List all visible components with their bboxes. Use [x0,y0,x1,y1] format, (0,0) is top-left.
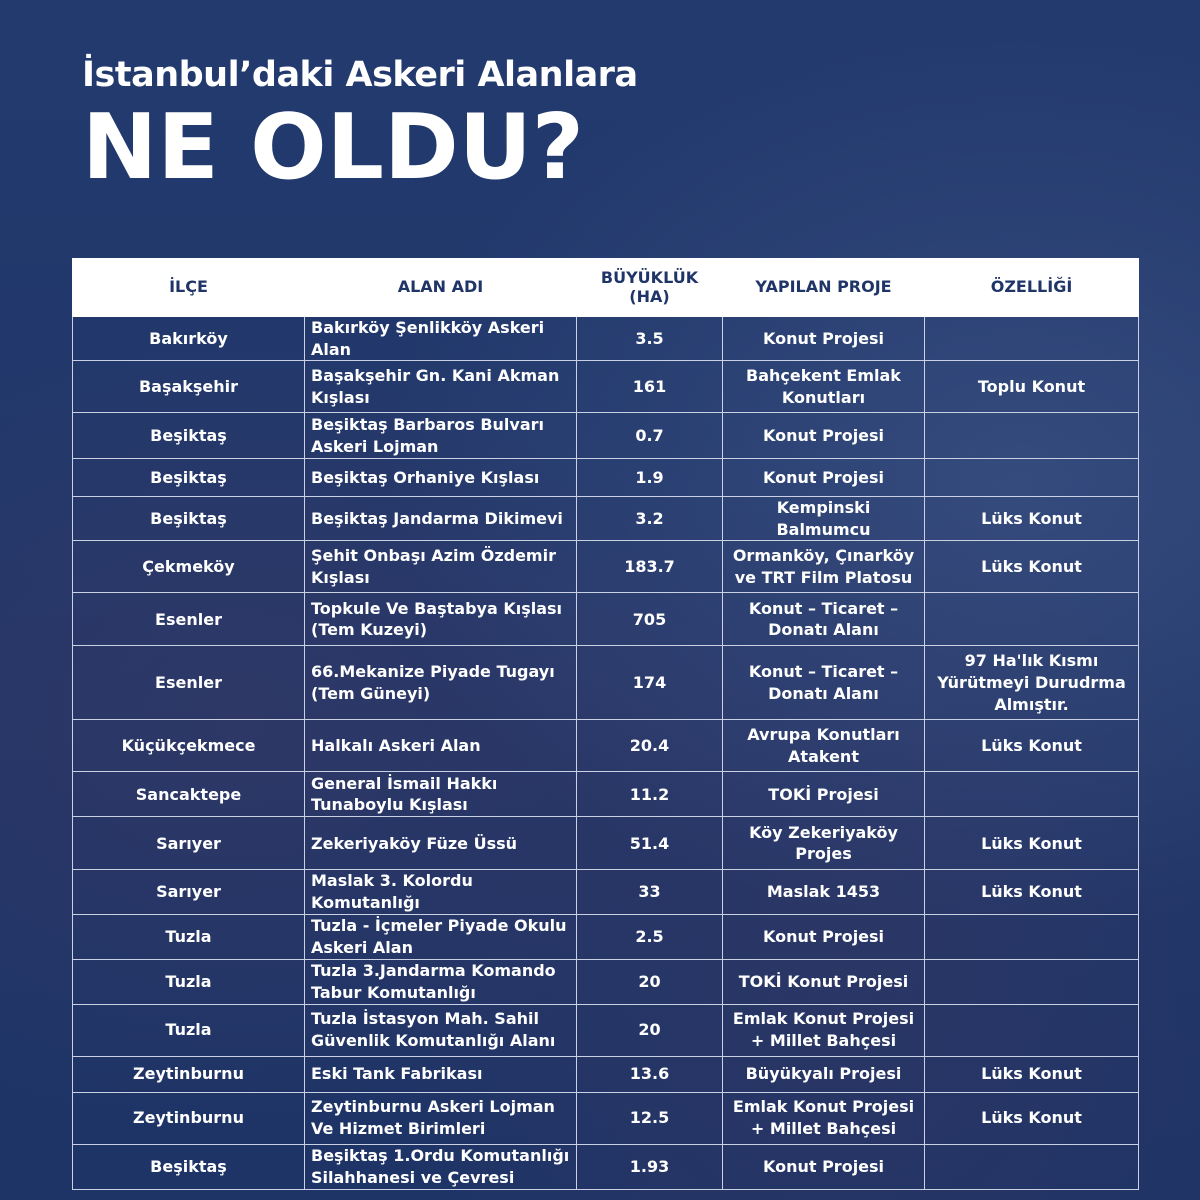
cell-ilce: Sancaktepe [73,772,305,817]
cell-yapilan-proje: Konut Projesi [723,459,925,497]
cell-yapilan-proje: Konut Projesi [723,1144,925,1189]
cell-alan-adi: Tuzla 3.Jandarma Komando Tabur Komutanlığı [305,959,577,1004]
column-header-buyukluk: BÜYÜKLÜK (HA) [577,259,723,317]
cell-ilce: Sarıyer [73,870,305,914]
cell-alan-adi: Şehit Onbaşı Azim Özdemir Kışlası [305,541,577,593]
cell-ozelligi [925,1144,1139,1189]
military-areas-table [72,258,1138,1190]
table-row [73,541,1139,593]
page-title: NE OLDU? [82,95,584,200]
cell-ozelligi: Lüks Konut [925,497,1139,541]
table-row [73,914,1139,959]
table-row [73,1144,1139,1189]
cell-alan-adi: Maslak 3. Kolordu Komutanlığı [305,870,577,914]
cell-alan-adi: Eski Tank Fabrikası [305,1056,577,1092]
cell-ozelligi: Lüks Konut [925,1056,1139,1092]
cell-buyukluk: 183.7 [577,541,723,593]
cell-ilce: Tuzla [73,959,305,1004]
cell-ilce: Tuzla [73,1004,305,1056]
cell-buyukluk: 33 [577,870,723,914]
table-row [73,1092,1139,1144]
cell-ilce: Tuzla [73,914,305,959]
table-header [73,259,1139,317]
cell-alan-adi: Tuzla - İçmeler Piyade Okulu Askeri Alan [305,914,577,959]
cell-ozelligi [925,317,1139,361]
cell-buyukluk: 1.93 [577,1144,723,1189]
cell-alan-adi: 66.Mekanize Piyade Tugayı (Tem Güneyi) [305,646,577,720]
cell-alan-adi: General İsmail Hakkı Tunaboylu Kışlası [305,772,577,817]
cell-ozelligi: Lüks Konut [925,870,1139,914]
cell-buyukluk: 174 [577,646,723,720]
cell-yapilan-proje: Maslak 1453 [723,870,925,914]
cell-buyukluk: 20.4 [577,720,723,772]
cell-ozelligi: Lüks Konut [925,817,1139,870]
cell-ilce: Sarıyer [73,817,305,870]
cell-ilce: Başakşehir [73,361,305,413]
cell-yapilan-proje: Kempinski Balmumcu [723,497,925,541]
cell-ilce: Esenler [73,646,305,720]
column-header-yapilan-proje: YAPILAN PROJE [723,259,925,317]
table-row [73,772,1139,817]
cell-buyukluk: 161 [577,361,723,413]
cell-buyukluk: 12.5 [577,1092,723,1144]
cell-yapilan-proje: Konut Projesi [723,317,925,361]
table-row [73,870,1139,914]
cell-ozelligi: 97 Ha'lık Kısmı Yürütmeyi Durudrma Almıştır. [925,646,1139,720]
cell-alan-adi: Beşiktaş Jandarma Dikimevi [305,497,577,541]
cell-alan-adi: Halkalı Askeri Alan [305,720,577,772]
table-row [73,593,1139,646]
cell-ozelligi [925,959,1139,1004]
cell-buyukluk: 20 [577,1004,723,1056]
cell-yapilan-proje: Büyükyalı Projesi [723,1056,925,1092]
cell-alan-adi: Beşiktaş 1.Ordu Komutanlığı Silahhanesi ve Çevresi [305,1144,577,1189]
cell-ilce: Esenler [73,593,305,646]
cell-ilce: Beşiktaş [73,459,305,497]
table-row [73,1004,1139,1056]
cell-ozelligi [925,459,1139,497]
cell-yapilan-proje: Köy Zekeriyaköy Projes [723,817,925,870]
cell-ozelligi [925,1004,1139,1056]
cell-yapilan-proje: Konut – Ticaret – Donatı Alanı [723,646,925,720]
cell-ilce: Çekmeköy [73,541,305,593]
cell-ozelligi: Lüks Konut [925,541,1139,593]
cell-ozelligi [925,413,1139,459]
cell-ozelligi: Lüks Konut [925,1092,1139,1144]
table-row [73,361,1139,413]
title-area [82,55,638,200]
cell-yapilan-proje: Bahçekent Emlak Konutları [723,361,925,413]
cell-yapilan-proje: Konut – Ticaret – Donatı Alanı [723,593,925,646]
table-row [73,1056,1139,1092]
column-header-ilce: İLÇE [73,259,305,317]
cell-ozelligi [925,772,1139,817]
cell-ilce: Bakırköy [73,317,305,361]
cell-buyukluk: 705 [577,593,723,646]
cell-buyukluk: 1.9 [577,459,723,497]
cell-buyukluk: 51.4 [577,817,723,870]
cell-alan-adi: Zekeriyaköy Füze Üssü [305,817,577,870]
cell-yapilan-proje: TOKİ Konut Projesi [723,959,925,1004]
cell-yapilan-proje: Avrupa Konutları Atakent [723,720,925,772]
column-header-alan-adi: ALAN ADI [305,259,577,317]
data-table [72,258,1139,1190]
cell-ozelligi [925,914,1139,959]
page-subtitle: İstanbul’daki Askeri Alanlara [82,55,638,95]
cell-ozelligi [925,593,1139,646]
cell-ilce: Zeytinburnu [73,1056,305,1092]
cell-alan-adi: Topkule Ve Baştabya Kışlası (Tem Kuzeyi) [305,593,577,646]
cell-alan-adi: Tuzla İstasyon Mah. Sahil Güvenlik Komutanlığı Alanı [305,1004,577,1056]
cell-yapilan-proje: TOKİ Projesi [723,772,925,817]
cell-buyukluk: 11.2 [577,772,723,817]
cell-ilce: Beşiktaş [73,413,305,459]
table-row [73,459,1139,497]
cell-buyukluk: 2.5 [577,914,723,959]
cell-yapilan-proje: Konut Projesi [723,413,925,459]
cell-alan-adi: Bakırköy Şenlikköy Askeri Alan [305,317,577,361]
cell-yapilan-proje: Emlak Konut Projesi + Millet Bahçesi [723,1092,925,1144]
cell-yapilan-proje: Ormanköy, Çınarköy ve TRT Film Platosu [723,541,925,593]
cell-ozelligi: Toplu Konut [925,361,1139,413]
table-row [73,317,1139,361]
cell-ilce: Küçükçekmece [73,720,305,772]
cell-ilce: Beşiktaş [73,1144,305,1189]
cell-buyukluk: 13.6 [577,1056,723,1092]
cell-buyukluk: 3.2 [577,497,723,541]
table-body [73,317,1139,1190]
cell-alan-adi: Beşiktaş Orhaniye Kışlası [305,459,577,497]
cell-ozelligi: Lüks Konut [925,720,1139,772]
table-row [73,413,1139,459]
cell-yapilan-proje: Emlak Konut Projesi + Millet Bahçesi [723,1004,925,1056]
table-row [73,646,1139,720]
cell-buyukluk: 0.7 [577,413,723,459]
cell-alan-adi: Zeytinburnu Askeri Lojman Ve Hizmet Birimleri [305,1092,577,1144]
table-row [73,817,1139,870]
cell-alan-adi: Başakşehir Gn. Kani Akman Kışlası [305,361,577,413]
table-row [73,497,1139,541]
table-row [73,720,1139,772]
cell-buyukluk: 3.5 [577,317,723,361]
table-row [73,959,1139,1004]
column-header-ozelligi: ÖZELLİĞİ [925,259,1139,317]
cell-alan-adi: Beşiktaş Barbaros Bulvarı Askeri Lojman [305,413,577,459]
cell-ilce: Beşiktaş [73,497,305,541]
cell-ilce: Zeytinburnu [73,1092,305,1144]
cell-yapilan-proje: Konut Projesi [723,914,925,959]
cell-buyukluk: 20 [577,959,723,1004]
